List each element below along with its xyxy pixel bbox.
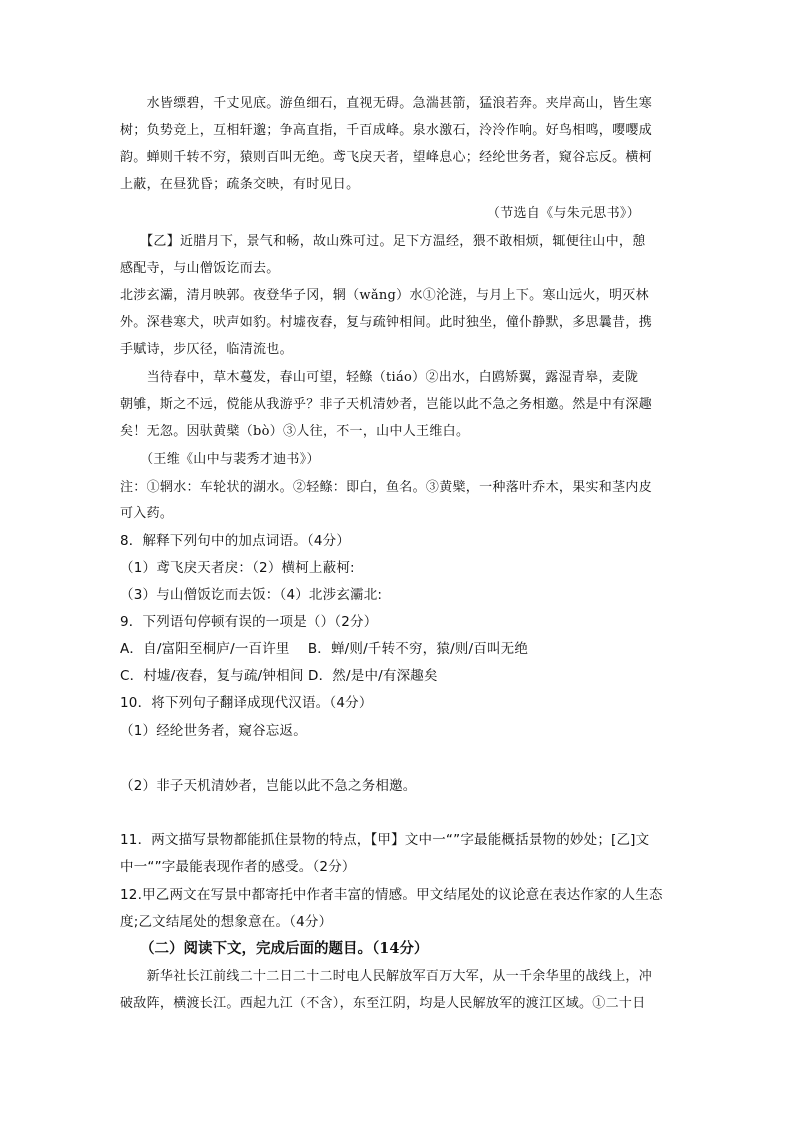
note-line-1: 注：①辋水：车轮状的湖水。②轻鲦：即白，鱼名。③黄檗，一种落叶乔木，果实和茎内皮	[120, 480, 653, 495]
q11-line-1: 11．两文描写景物都能抓住景物的特点，【甲】文中一“”字最能概括景物的妙处；[乙]文	[120, 832, 650, 848]
yi-passage-line-7: 朝雊，斯之不远，傥能从我游乎？非子天机清妙者，岂能以此不急之务相邀。然是中有深趣	[120, 397, 653, 412]
yi-passage-line-1: 【乙】近腊月下，景气和畅，故山殊可过。足下方温经，猥不敢相烦，辄便往山中，憩	[120, 234, 646, 249]
jia-passage-source: （节选自《与朱元思书》）	[486, 206, 640, 221]
jia-passage-line-3: 韵。蝉则千转不穷，猿则百叫无绝。鸢飞戾天者，望峰息心；经纶世务者，窥谷忘反。横柯	[120, 150, 653, 165]
jia-passage-line-2: 树；负势竞上，互相轩邈；争高直指，千百成峰。泉水激石，泠泠作响。好鸟相鸣，嘤嘤成	[120, 123, 653, 138]
q8-stem: 8．解释下列句中的加点词语。（4分）	[120, 533, 351, 549]
section2-line-1: 新华社长江前线二十二日二十二时电人民解放军百万大军，从一千余华里的战线上，冲	[120, 969, 653, 984]
q8-line-1: （1）鸢飞戾天者戾：（2）横柯上蔽柯:	[120, 560, 355, 576]
q10-stem: 10．将下列句子翻译成现代汉语。（4分）	[120, 695, 373, 711]
yi-passage-line-6: 当待春中，草木蔓发，春山可望，轻鲦（tiáo）②出水，白鸥矫翼，露湿青皋，麦陇	[120, 370, 639, 385]
yi-passage-line-5: 手赋诗，步仄径，临清流也。	[120, 342, 293, 357]
note-line-2: 可入药。	[120, 506, 174, 521]
section2-heading: （二）阅读下文，完成后面的题目。（14分）	[140, 940, 429, 957]
q8-line-2: （3）与山僧饭讫而去饭：（4）北涉玄灞北:	[120, 587, 383, 603]
q11-line-2: 中一“”字最能表现作者的感受。（2分）	[120, 859, 356, 875]
q12-line-2: 度;乙文结尾处的想象意在。（4分）	[120, 914, 333, 930]
q12-line-1: 12.甲乙两文在写景中都寄托中作者丰富的情感。甲文结尾处的议论意在表达作家的人生态	[120, 887, 663, 903]
q9-options-ab: A．自/富阳至桐庐/一百许里 B．蝉/则/千转不穷，猿/则/百叫无绝	[120, 641, 529, 657]
q10-item-2: （2）非子天机清妙者，岂能以此不急之务相邀。	[120, 778, 417, 794]
yi-passage-line-3: 北涉玄灞，清月映郭。夜登华子冈，辋（wǎng）水①沦涟，与月上下。寒山远火，明灭林	[120, 288, 649, 303]
yi-passage-source: （王维《山中与裴秀才迪书》）	[120, 452, 320, 467]
q10-item-1: （1）经纶世务者，窥谷忘返。	[120, 723, 307, 739]
q9-options-cd: C．村墟/夜舂，复与疏/钟相间 D．然/是中/有深趣矣	[120, 668, 438, 684]
yi-passage-line-4: 外。深巷寒犬，吠声如豹。村墟夜舂，复与疏钟相间。此时独坐，僮仆静默，多思曩昔，携	[120, 315, 653, 330]
q9-stem: 9．下列语句停顿有误的一项是（）（2分）	[120, 614, 378, 630]
yi-passage-line-2: 感配寺，与山僧饭讫而去。	[120, 261, 280, 276]
section2-line-2: 破敌阵，横渡长江。西起九江（不含），东至江阴，均是人民解放军的渡江区域。①二十日	[120, 996, 646, 1011]
jia-passage-line-4: 上蔽，在昼犹昏；疏条交映，有时见日。	[120, 177, 360, 192]
yi-passage-line-8: 矣！无忽。因驮黄檗（bò）③人往，不一，山中人王维白。	[120, 424, 470, 439]
jia-passage-line-1: 水皆缥碧，千丈见底。游鱼细石，直视无碍。急湍甚箭，猛浪若奔。夹岸高山，皆生寒	[120, 96, 653, 111]
